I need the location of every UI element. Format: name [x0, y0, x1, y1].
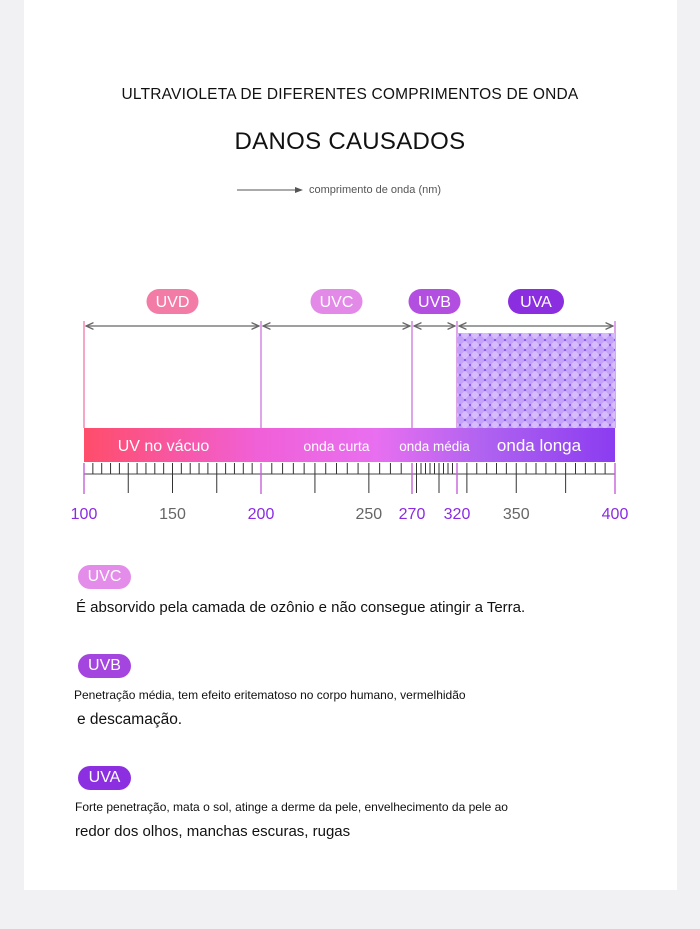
tick-label-400: 400: [601, 506, 629, 523]
uva-description-line-2: redor dos olhos, manchas escuras, rugas: [75, 823, 351, 840]
segment-label-uvc: onda curta: [303, 438, 370, 454]
uvb-description-line-2: e descamação.: [77, 711, 183, 728]
pill-label-uva: UVA: [520, 294, 552, 311]
uva-tag: [78, 766, 131, 790]
tick-label-350: 350: [502, 506, 530, 523]
uva-region-pattern: [457, 333, 615, 428]
uva-tag-label: UVA: [88, 769, 121, 786]
tick-label-100: 100: [70, 506, 98, 523]
uvc-tag-label: UVC: [87, 568, 122, 585]
pill-label-uvb: UVB: [418, 294, 451, 311]
axis-note-label: comprimento de onda (nm): [309, 184, 442, 196]
segment-label-uvb: onda média: [399, 439, 470, 454]
pill-label-uvd: UVD: [155, 294, 190, 311]
tick-label-250: 250: [355, 506, 383, 523]
tick-label-150: 150: [159, 506, 186, 523]
uvb-description-line-1: Penetração média, tem efeito eritematoso no corpo humano, vermelhidão: [74, 688, 466, 702]
tick-label-320: 320: [443, 506, 471, 523]
segment-label-uva: onda longa: [496, 436, 582, 455]
page-heading: DANOS CAUSADOS: [234, 128, 466, 155]
uvc-tag: [78, 565, 131, 589]
tick-label-270: 270: [398, 506, 426, 523]
uva-description-line-1: Forte penetração, mata o sol, atinge a derme da pele, envelhecimento da pele ao: [75, 800, 508, 814]
page-title: ULTRAVIOLETA DE DIFERENTES COMPRIMENTOS DE ONDA: [121, 86, 579, 103]
segment-label-uvd: UV no vácuo: [117, 438, 210, 455]
uvc-description: É absorvido pela camada de ozônio e não consegue atingir a Terra.: [76, 599, 526, 616]
pill-label-uvc: UVC: [319, 294, 354, 311]
tick-label-200: 200: [247, 506, 275, 523]
uvb-tag-label: UVB: [88, 657, 121, 674]
uvb-tag: [78, 654, 131, 678]
